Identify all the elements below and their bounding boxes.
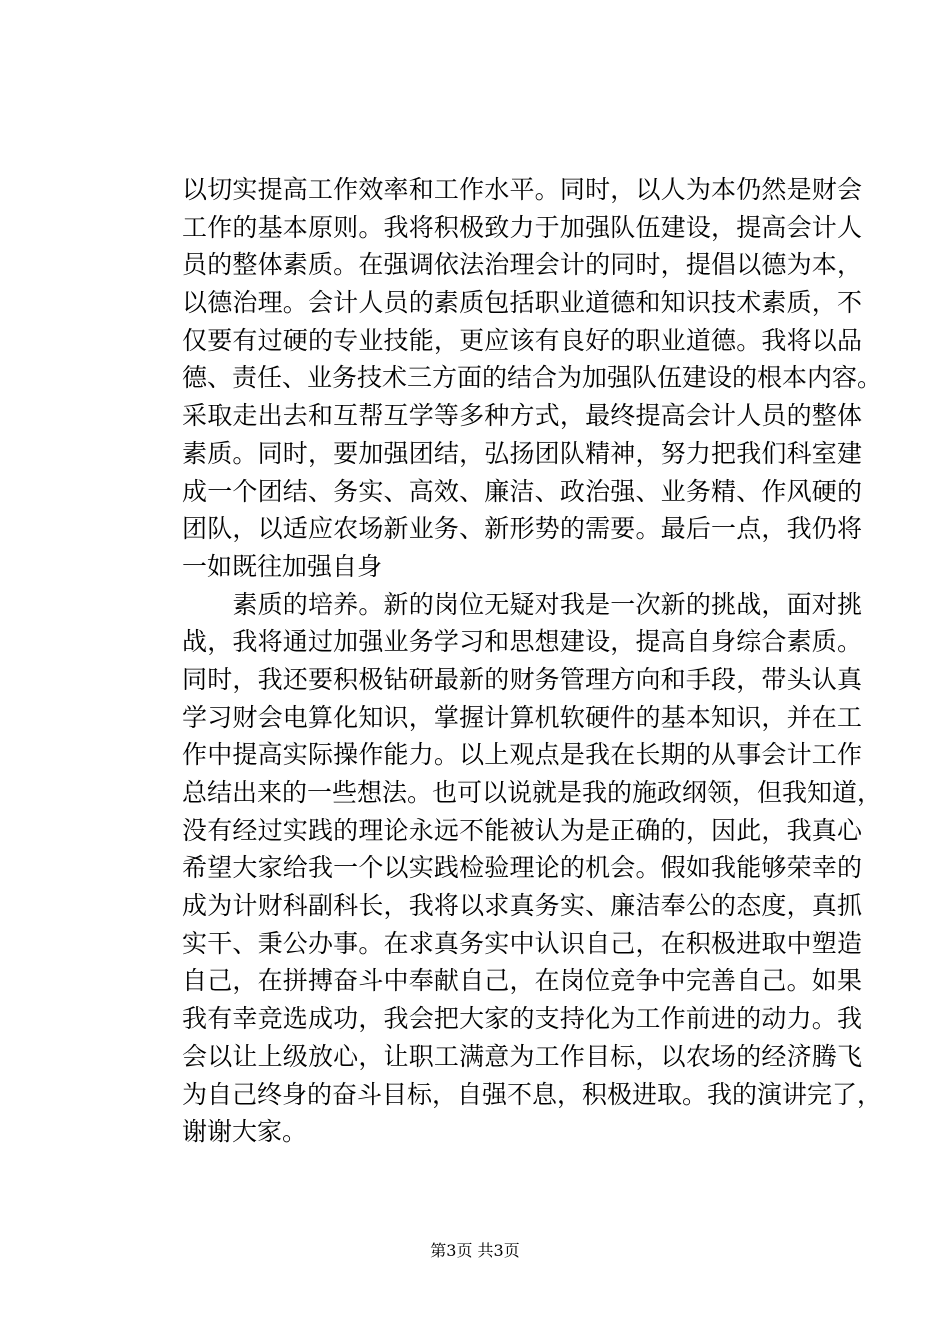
text-line: 希望大家给我一个以实践检验理论的机会。假如我能够荣幸的 [182, 853, 862, 883]
page-number: 第3页 共3页 [430, 1241, 520, 1260]
text-line-paragraph-end: 一如既往加强自身 [182, 551, 383, 581]
text-line: 我有幸竞选成功，我会把大家的支持化为工作前进的动力。我 [182, 1004, 862, 1034]
text-line: 团队，以适应农场新业务、新形势的需要。最后一点，我仍将 [182, 514, 862, 544]
text-line: 战，我将通过加强业务学习和思想建设，提高自身综合素质。 [182, 627, 862, 657]
text-line: 同时，我还要积极钻研最新的财务管理方向和手段，带头认真 [182, 664, 862, 694]
text-line: 为自己终身的奋斗目标，自强不息，积极进取。我的演讲完了， [182, 1079, 883, 1109]
text-line: 以切实提高工作效率和工作水平。同时，以人为本仍然是财会 [182, 175, 862, 204]
page-footer [0, 1240, 950, 1262]
text-line: 总结出来的一些想法。也可以说就是我的施政纲领，但我知道， [182, 778, 883, 807]
text-line: 成一个团结、务实、高效、廉洁、政治强、业务精、作风硬的 [182, 476, 862, 506]
text-line: 实干、秉公办事。在求真务实中认识自己，在积极进取中塑造 [182, 928, 862, 958]
text-line: 会以让上级放心，让职工满意为工作目标，以农场的经济腾飞 [182, 1041, 862, 1071]
text-line: 员的整体素质。在强调依法治理会计的同时，提倡以德为本， [182, 250, 862, 280]
text-line: 没有经过实践的理论永远不能被认为是正确的，因此，我真心 [182, 815, 862, 845]
text-line: 德、责任、业务技术三方面的结合为加强队伍建设的根本内容。 [182, 363, 883, 393]
text-line: 仅要有过硬的专业技能，更应该有良好的职业道德。我将以品 [182, 325, 862, 355]
text-line: 采取走出去和互帮互学等多种方式，最终提高会计人员的整体 [182, 401, 862, 431]
text-line: 素质。同时，要加强团结，弘扬团队精神，努力把我们科室建 [182, 438, 862, 468]
text-line-paragraph-end: 谢谢大家。 [182, 1117, 308, 1147]
text-line: 作中提高实际操作能力。以上观点是我在长期的从事会计工作 [182, 740, 862, 770]
text-line: 成为计财科副科长，我将以求真务实、廉洁奉公的态度，真抓 [182, 891, 862, 921]
body-text [182, 171, 883, 1151]
text-line: 以德治理。会计人员的素质包括职业道德和知识技术素质，不 [182, 288, 862, 318]
text-line-paragraph-start: 素质的培养。新的岗位无疑对我是一次新的挑战，面对挑 [182, 589, 862, 619]
text-line: 学习财会电算化知识，掌握计算机软硬件的基本知识，并在工 [182, 702, 862, 732]
text-line: 工作的基本原则。我将积极致力于加强队伍建设，提高会计人 [182, 212, 862, 242]
text-line: 自己，在拼搏奋斗中奉献自己，在岗位竞争中完善自己。如果 [182, 966, 862, 996]
